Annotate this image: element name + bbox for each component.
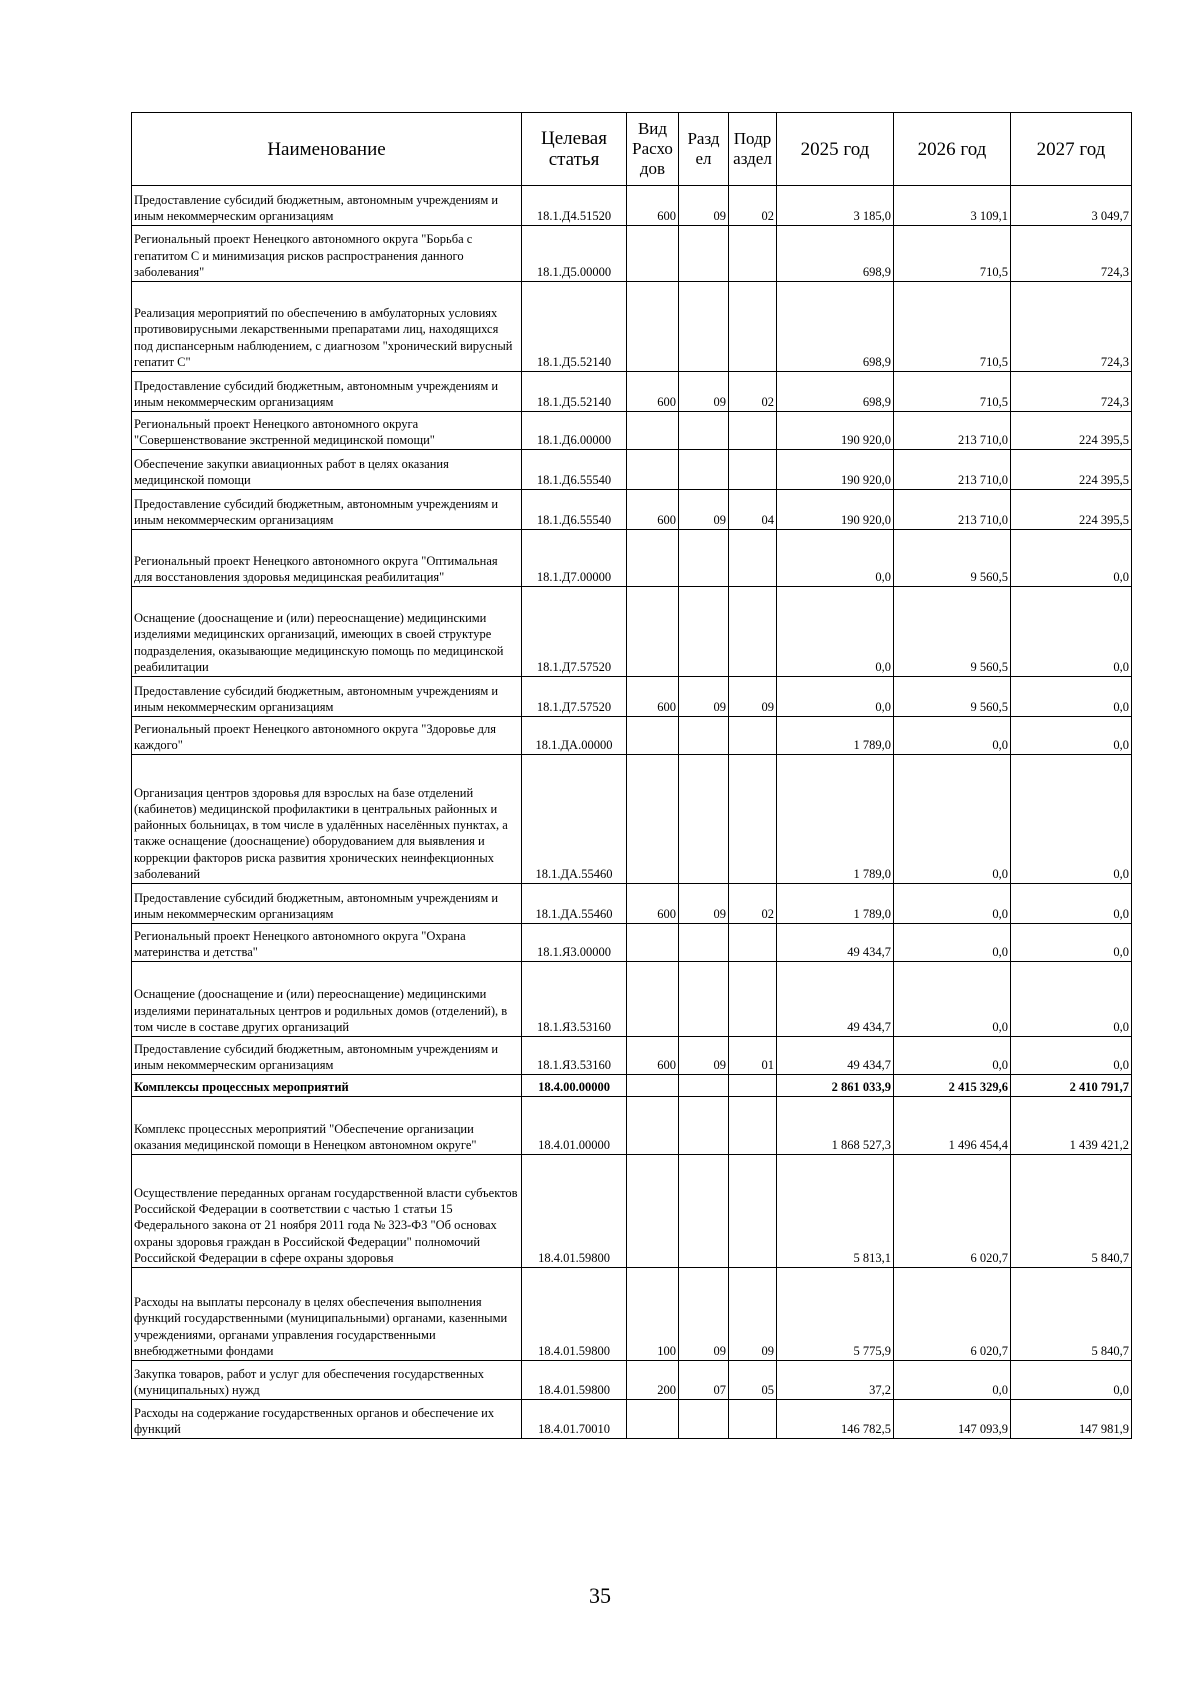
budget-table: [131, 112, 1132, 1439]
row-section: [679, 412, 729, 450]
row-target: 18.4.01.59800: [522, 1361, 627, 1400]
row-kind: [627, 924, 679, 962]
row-section: [679, 587, 729, 677]
row-2025: 190 920,0: [777, 450, 894, 490]
row-name: Региональный проект Ненецкого автономного округа "Борьба с гепатитом С и минимизация рисков распространения данного заболевания": [132, 226, 522, 282]
table-row: [132, 1155, 1132, 1268]
row-name: Закупка товаров, работ и услуг для обеспечения государственных (муниципальных) нужд: [132, 1361, 522, 1400]
row-2026: 0,0: [894, 924, 1011, 962]
row-2027: 0,0: [1011, 677, 1132, 717]
row-2027: 147 981,9: [1011, 1400, 1132, 1439]
row-kind: [627, 1075, 679, 1097]
row-subsection: [729, 226, 777, 282]
row-section: [679, 755, 729, 884]
row-name: Оснащение (дооснащение и (или) переоснащение) медицинскими изделиями перинатальных центров и родильных домов (отделений), в том числе в составе других организаций: [132, 962, 522, 1037]
row-2026: 9 560,5: [894, 530, 1011, 587]
table-row: [132, 490, 1132, 530]
row-section: 09: [679, 490, 729, 530]
table-row: [132, 1268, 1132, 1361]
row-2027: 0,0: [1011, 755, 1132, 884]
row-section: 09: [679, 884, 729, 924]
row-2027: 3 049,7: [1011, 186, 1132, 226]
table-row: [132, 587, 1132, 677]
row-kind: 200: [627, 1361, 679, 1400]
table-row: [132, 884, 1132, 924]
row-subsection: 09: [729, 677, 777, 717]
row-2025: 1 789,0: [777, 717, 894, 755]
row-name: Предоставление субсидий бюджетным, автономным учреждениям и иным некоммерческим организациям: [132, 372, 522, 412]
row-subsection: 01: [729, 1037, 777, 1075]
row-2025: 190 920,0: [777, 412, 894, 450]
row-subsection: 04: [729, 490, 777, 530]
row-2025: 0,0: [777, 587, 894, 677]
row-subsection: [729, 962, 777, 1037]
row-target: 18.1.Д7.00000: [522, 530, 627, 587]
row-2025: 1 789,0: [777, 755, 894, 884]
row-name: Предоставление субсидий бюджетным, автономным учреждениям и иным некоммерческим организациям: [132, 1037, 522, 1075]
row-2026: 0,0: [894, 962, 1011, 1037]
row-2026: 1 496 454,4: [894, 1097, 1011, 1155]
row-2026: 213 710,0: [894, 490, 1011, 530]
row-2027: 5 840,7: [1011, 1155, 1132, 1268]
row-target: 18.1.Д6.55540: [522, 450, 627, 490]
row-2026: 147 093,9: [894, 1400, 1011, 1439]
row-section: [679, 924, 729, 962]
row-name: Оснащение (дооснащение и (или) переоснащение) медицинскими изделиями медицинских организаций, имеющих в своей структуре подразделения, оказывающие медицинскую помощь по медицинской реабилитации: [132, 587, 522, 677]
row-2027: 224 395,5: [1011, 450, 1132, 490]
row-name: Региональный проект Ненецкого автономного округа "Охрана материнства и детства": [132, 924, 522, 962]
table-row: [132, 282, 1132, 372]
row-target: 18.1.ДА.55460: [522, 755, 627, 884]
row-2027: 1 439 421,2: [1011, 1097, 1132, 1155]
row-kind: [627, 226, 679, 282]
row-section: [679, 282, 729, 372]
row-2027: 0,0: [1011, 1361, 1132, 1400]
row-target: 18.1.Д5.52140: [522, 282, 627, 372]
row-subsection: 02: [729, 372, 777, 412]
row-name: Комплексы процессных мероприятий: [132, 1075, 522, 1097]
row-2027: 0,0: [1011, 962, 1132, 1037]
row-kind: [627, 282, 679, 372]
row-2027: 0,0: [1011, 1037, 1132, 1075]
row-name: Обеспечение закупки авиационных работ в целях оказания медицинской помощи: [132, 450, 522, 490]
row-2026: 3 109,1: [894, 186, 1011, 226]
table-row: [132, 1075, 1132, 1097]
row-2026: 9 560,5: [894, 677, 1011, 717]
row-target: 18.1.Д5.52140: [522, 372, 627, 412]
row-target: 18.4.01.70010: [522, 1400, 627, 1439]
row-2025: 698,9: [777, 226, 894, 282]
row-target: 18.4.01.00000: [522, 1097, 627, 1155]
table-body: [132, 186, 1132, 1439]
row-2025: 698,9: [777, 372, 894, 412]
table-row: [132, 450, 1132, 490]
row-kind: [627, 1400, 679, 1439]
row-target: 18.1.Д5.00000: [522, 226, 627, 282]
row-subsection: 02: [729, 186, 777, 226]
row-subsection: [729, 924, 777, 962]
row-2026: 0,0: [894, 884, 1011, 924]
row-kind: [627, 587, 679, 677]
row-target: 18.1.Я3.53160: [522, 962, 627, 1037]
table-row: [132, 717, 1132, 755]
table-row: [132, 186, 1132, 226]
row-2025: 49 434,7: [777, 924, 894, 962]
row-2027: 5 840,7: [1011, 1268, 1132, 1361]
row-name: Предоставление субсидий бюджетным, автономным учреждениям и иным некоммерческим организациям: [132, 490, 522, 530]
row-name: Региональный проект Ненецкого автономного округа "Совершенствование экстренной медицинской помощи": [132, 412, 522, 450]
row-2026: 9 560,5: [894, 587, 1011, 677]
table-row: [132, 962, 1132, 1037]
row-name: Предоставление субсидий бюджетным, автономным учреждениям и иным некоммерческим организациям: [132, 884, 522, 924]
row-section: [679, 1075, 729, 1097]
row-2027: 0,0: [1011, 924, 1132, 962]
row-target: 18.1.ДА.00000: [522, 717, 627, 755]
row-target: 18.1.Д4.51520: [522, 186, 627, 226]
header-target: Целевая статья: [522, 113, 627, 186]
table-row: [132, 677, 1132, 717]
row-name: Расходы на выплаты персоналу в целях обеспечения выполнения функций государственными (муниципальными) органами, казенными учреждениями, органами управления государственными внебюджетными фондами: [132, 1268, 522, 1361]
row-target: 18.4.01.59800: [522, 1155, 627, 1268]
row-kind: 600: [627, 372, 679, 412]
row-2027: 724,3: [1011, 282, 1132, 372]
row-2025: 190 920,0: [777, 490, 894, 530]
row-2025: 1 868 527,3: [777, 1097, 894, 1155]
row-subsection: [729, 530, 777, 587]
header-subsection: Подр аздел: [729, 113, 777, 186]
row-2025: 0,0: [777, 530, 894, 587]
row-2025: 1 789,0: [777, 884, 894, 924]
row-name: Реализация мероприятий по обеспечению в амбулаторных условиях противовирусными лекарственными препаратами лиц, находящихся под диспансерным наблюдением, с диагнозом "хронический вирусный гепатит С": [132, 282, 522, 372]
table-row: [132, 1037, 1132, 1075]
table-row: [132, 1361, 1132, 1400]
row-subsection: [729, 412, 777, 450]
table-row: [132, 372, 1132, 412]
header-name: Наименование: [132, 113, 522, 186]
row-section: 09: [679, 677, 729, 717]
row-section: [679, 962, 729, 1037]
row-section: [679, 1155, 729, 1268]
table-row: [132, 530, 1132, 587]
row-subsection: [729, 717, 777, 755]
row-subsection: [729, 450, 777, 490]
table-row: [132, 1097, 1132, 1155]
table-header-row: [132, 113, 1132, 186]
row-kind: 100: [627, 1268, 679, 1361]
row-2026: 710,5: [894, 226, 1011, 282]
row-kind: [627, 1097, 679, 1155]
row-kind: [627, 755, 679, 884]
row-2025: 49 434,7: [777, 962, 894, 1037]
header-section: Разд ел: [679, 113, 729, 186]
header-2027: 2027 год: [1011, 113, 1132, 186]
row-2027: 2 410 791,7: [1011, 1075, 1132, 1097]
row-subsection: 09: [729, 1268, 777, 1361]
row-2027: 724,3: [1011, 372, 1132, 412]
row-kind: [627, 1155, 679, 1268]
row-section: [679, 530, 729, 587]
row-subsection: [729, 1075, 777, 1097]
row-2026: 6 020,7: [894, 1155, 1011, 1268]
row-2027: 724,3: [1011, 226, 1132, 282]
row-name: Региональный проект Ненецкого автономного округа "Оптимальная для восстановления здоровья медицинская реабилитация": [132, 530, 522, 587]
row-2026: 213 710,0: [894, 450, 1011, 490]
row-2027: 0,0: [1011, 717, 1132, 755]
table-row: [132, 226, 1132, 282]
row-2027: 224 395,5: [1011, 490, 1132, 530]
row-kind: 600: [627, 677, 679, 717]
row-2025: 0,0: [777, 677, 894, 717]
row-2025: 2 861 033,9: [777, 1075, 894, 1097]
row-section: 09: [679, 1037, 729, 1075]
row-2027: 224 395,5: [1011, 412, 1132, 450]
row-kind: [627, 412, 679, 450]
row-name: Осуществление переданных органам государственной власти субъектов Российской Федерации в соответствии с частью 1 статьи 15 Федерального закона от 21 ноября 2011 года № 323-ФЗ "Об основах охраны здоровья граждан в Российской Федерации" полномочий Российской Федерации в сфере охраны здоровья: [132, 1155, 522, 1268]
row-2026: 0,0: [894, 1361, 1011, 1400]
row-kind: [627, 962, 679, 1037]
row-2026: 0,0: [894, 755, 1011, 884]
page-number: 35: [589, 1583, 611, 1608]
row-2025: 3 185,0: [777, 186, 894, 226]
table-row: [132, 755, 1132, 884]
row-section: [679, 1097, 729, 1155]
row-target: 18.4.00.00000: [522, 1075, 627, 1097]
table-row: [132, 1400, 1132, 1439]
row-2025: 146 782,5: [777, 1400, 894, 1439]
row-name: Предоставление субсидий бюджетным, автономным учреждениям и иным некоммерческим организациям: [132, 677, 522, 717]
row-2025: 5 813,1: [777, 1155, 894, 1268]
row-section: 09: [679, 372, 729, 412]
row-subsection: [729, 1155, 777, 1268]
row-kind: [627, 530, 679, 587]
row-2027: 0,0: [1011, 530, 1132, 587]
row-target: 18.4.01.59800: [522, 1268, 627, 1361]
row-2026: 0,0: [894, 717, 1011, 755]
row-2026: 710,5: [894, 372, 1011, 412]
table-row: [132, 924, 1132, 962]
row-name: Предоставление субсидий бюджетным, автономным учреждениям и иным некоммерческим организациям: [132, 186, 522, 226]
row-section: 07: [679, 1361, 729, 1400]
row-subsection: [729, 587, 777, 677]
row-kind: 600: [627, 884, 679, 924]
row-2025: 698,9: [777, 282, 894, 372]
row-subsection: [729, 1097, 777, 1155]
row-2026: 2 415 329,6: [894, 1075, 1011, 1097]
row-subsection: [729, 1400, 777, 1439]
row-target: 18.1.Д6.55540: [522, 490, 627, 530]
row-2025: 5 775,9: [777, 1268, 894, 1361]
row-2026: 710,5: [894, 282, 1011, 372]
row-section: [679, 1400, 729, 1439]
row-kind: [627, 717, 679, 755]
row-2027: 0,0: [1011, 587, 1132, 677]
row-kind: [627, 450, 679, 490]
row-target: 18.1.Д6.00000: [522, 412, 627, 450]
row-section: [679, 226, 729, 282]
row-subsection: 02: [729, 884, 777, 924]
row-section: 09: [679, 186, 729, 226]
row-2026: 213 710,0: [894, 412, 1011, 450]
row-subsection: 05: [729, 1361, 777, 1400]
row-target: 18.1.Д7.57520: [522, 587, 627, 677]
header-kind: Вид Расхо дов: [627, 113, 679, 186]
row-name: Расходы на содержание государственных органов и обеспечение их функций: [132, 1400, 522, 1439]
row-section: [679, 450, 729, 490]
row-2026: 0,0: [894, 1037, 1011, 1075]
row-kind: 600: [627, 490, 679, 530]
row-2027: 0,0: [1011, 884, 1132, 924]
row-target: 18.1.ДА.55460: [522, 884, 627, 924]
row-2025: 49 434,7: [777, 1037, 894, 1075]
row-target: 18.1.Д7.57520: [522, 677, 627, 717]
row-subsection: [729, 755, 777, 884]
row-section: [679, 717, 729, 755]
row-kind: 600: [627, 1037, 679, 1075]
row-subsection: [729, 282, 777, 372]
row-2026: 6 020,7: [894, 1268, 1011, 1361]
row-name: Организация центров здоровья для взрослых на базе отделений (кабинетов) медицинской профилактики в центральных районных и районных больницах, в том числе в удалённых населённых пунктах, а также оснащение (дооснащение) оборудованием для выявления и коррекции факторов риска развития хронических неинфекционных заболеваний: [132, 755, 522, 884]
row-target: 18.1.Я3.53160: [522, 1037, 627, 1075]
row-name: Региональный проект Ненецкого автономного округа "Здоровье для каждого": [132, 717, 522, 755]
table-row: [132, 412, 1132, 450]
header-2025: 2025 год: [777, 113, 894, 186]
row-section: 09: [679, 1268, 729, 1361]
row-2025: 37,2: [777, 1361, 894, 1400]
row-kind: 600: [627, 186, 679, 226]
header-2026: 2026 год: [894, 113, 1011, 186]
row-name: Комплекс процессных мероприятий "Обеспечение организации оказания медицинской помощи в Ненецком автономном округе": [132, 1097, 522, 1155]
row-target: 18.1.Я3.00000: [522, 924, 627, 962]
